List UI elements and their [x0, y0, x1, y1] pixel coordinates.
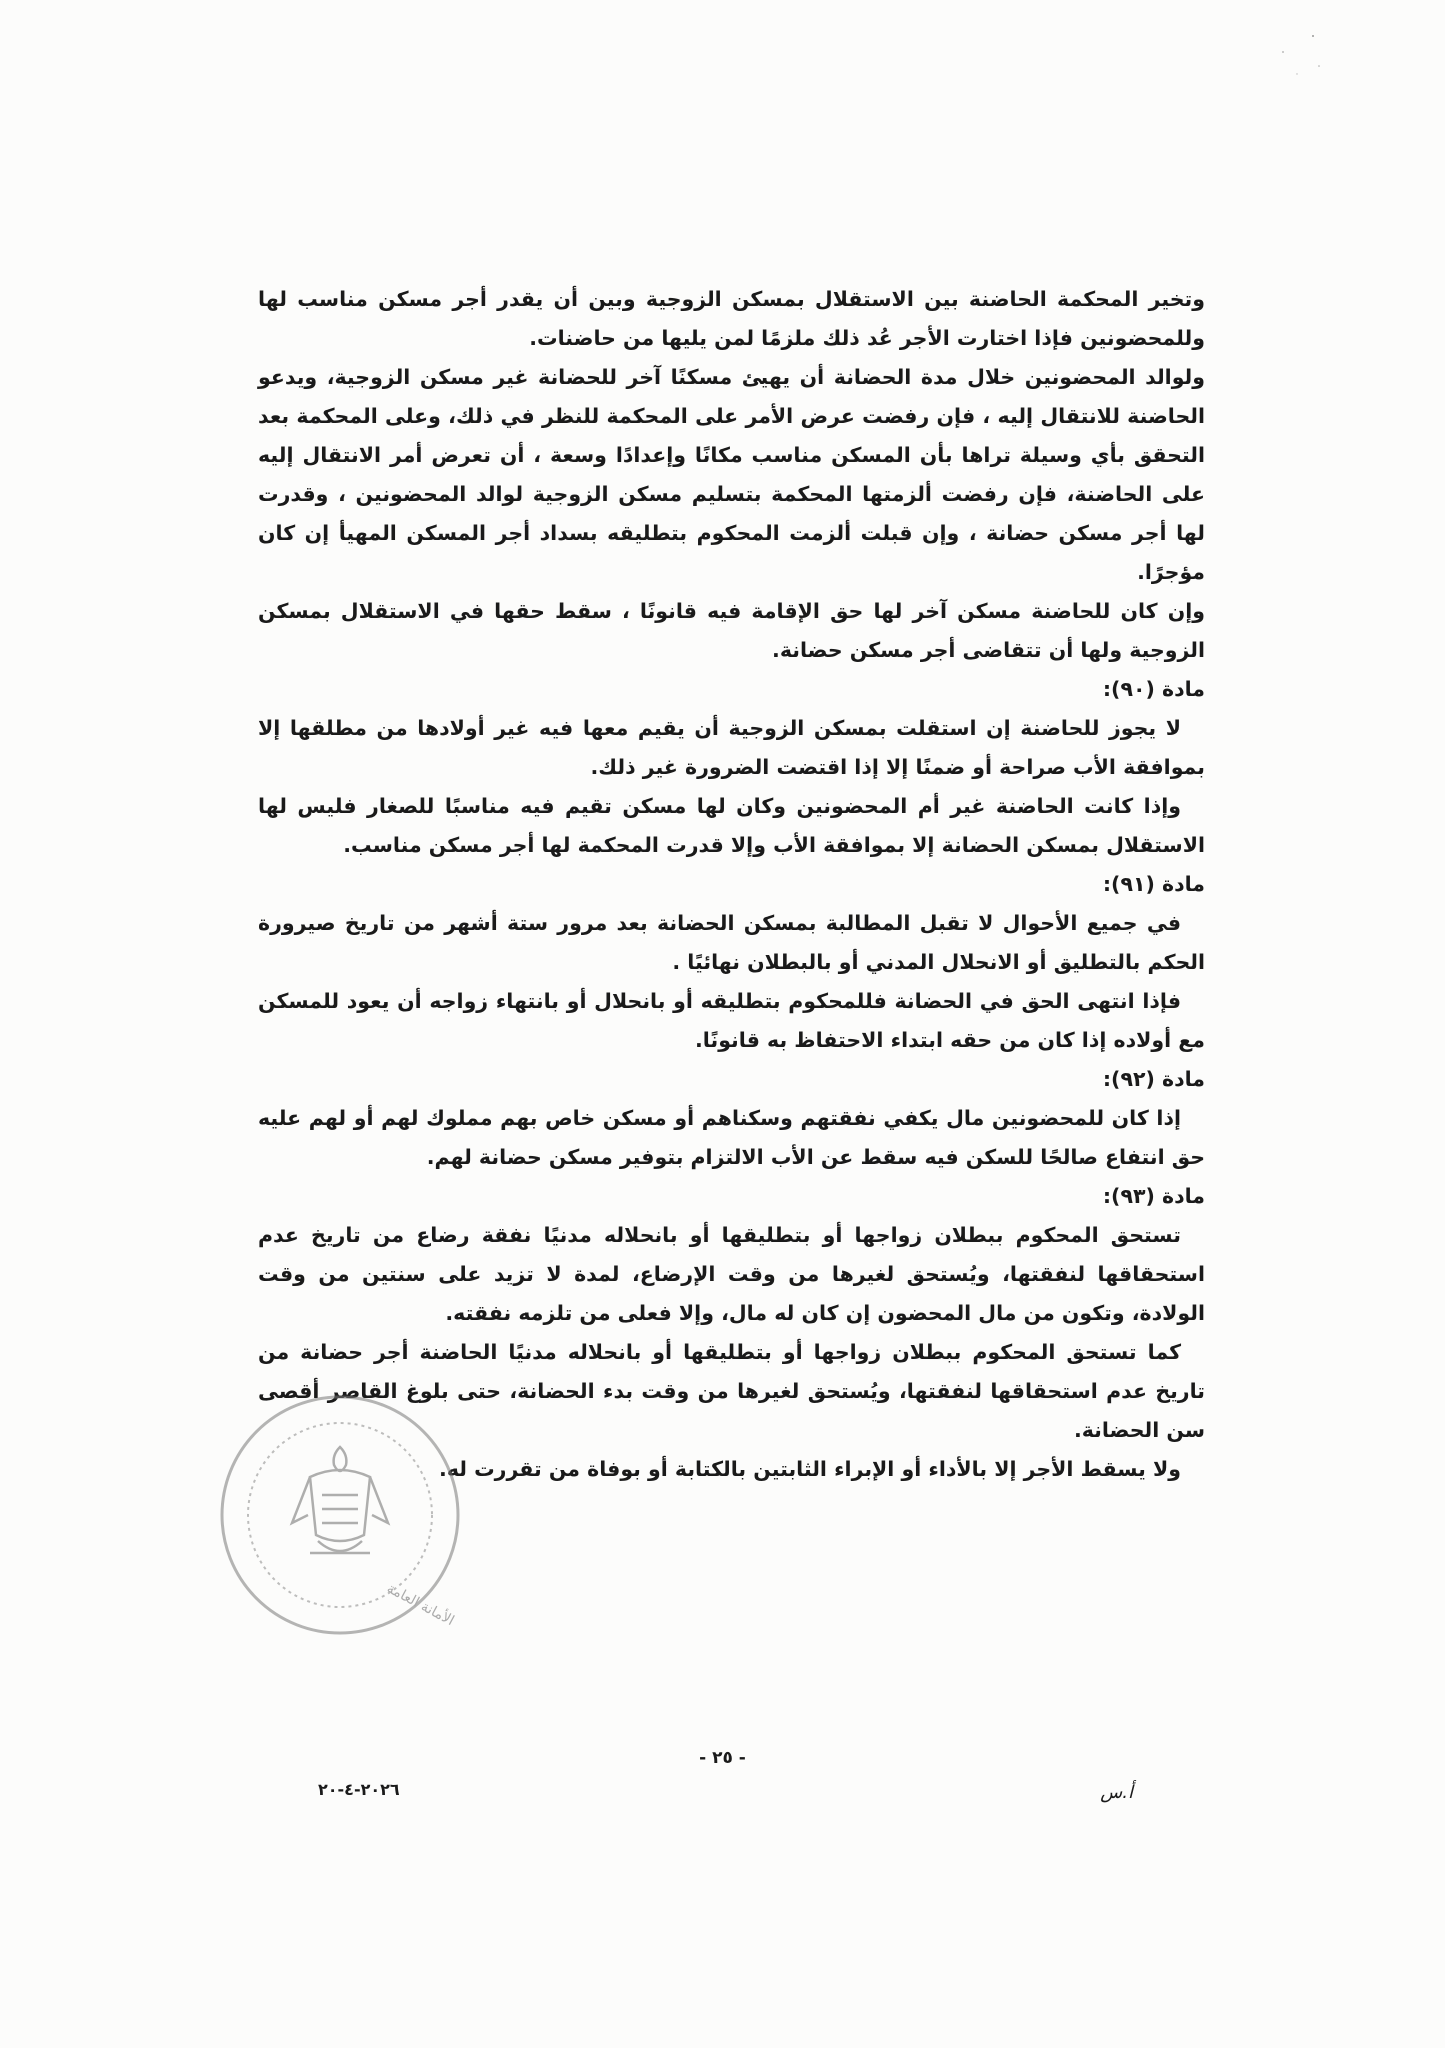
paragraph: وإذا كانت الحاضنة غير أم المحضونين وكان لها مسكن تقيم فيه مناسبًا للصغار فليس لها الاستقلال بمسكن الحضانة إلا بموافقة الأب وإلا قدرت المحكمة لها أجر مسكن مناسب.: [258, 794, 1205, 857]
article-heading: مادة (٩١):: [1102, 872, 1205, 896]
page-number: - ٢٥ -: [699, 1748, 746, 1768]
scan-noise-icon: [1275, 30, 1335, 80]
document-date: ٢٠٢٦-٤-٢٠: [318, 1780, 400, 1799]
official-seal-icon: [210, 1385, 470, 1645]
paragraph: تستحق المحكوم ببطلان زواجها أو بتطليقها أو بانحلاله مدنيًا نفقة رضاع من تاريخ عدم استحقاقها لنفقتها، ويُستحق لغيرها من وقت الإرضاع، لمدة لا تزيد على سنتين من وقت الولادة، وتكون من مال المحضون إن كان له مال، وإلا فعلى من تلزمه نفقته.: [258, 1223, 1205, 1325]
seal-text: الأمانة العامة: [384, 1580, 457, 1630]
scan-specks: [1275, 30, 1335, 80]
paragraph: ولا يسقط الأجر إلا بالأداء أو الإبراء الثابتين بالكتابة أو بوفاة من تقررت له.: [439, 1457, 1181, 1481]
paragraph: كما تستحق المحكوم ببطلان زواجها أو بتطليقها أو بانحلاله مدنيًا الحاضنة أجر حضانة من تاريخ عدم استحقاقها لنفقتها، ويُستحق لغيرها من وقت بدء الحضانة، حتى بلوغ القاصر أقصى سن الحضانة.: [258, 1340, 1205, 1442]
paragraph: إذا كان للمحضونين مال يكفي نفقتهم وسكناهم أو مسكن خاص بهم مملوك لهم أو لهم عليه حق انتفاع صالحًا للسكن فيه سقط عن الأب الالتزام بتوفير مسكن حضانة لهم.: [258, 1106, 1205, 1169]
document-body: [258, 280, 1205, 1489]
article-heading: مادة (٩٠):: [1102, 677, 1205, 701]
paragraph: في جميع الأحوال لا تقبل المطالبة بمسكن الحضانة بعد مرور ستة أشهر من تاريخ صيرورة الحكم بالتطليق أو الانحلال المدني أو بالبطلان نهائيًا .: [258, 911, 1205, 974]
paragraph: وتخير المحكمة الحاضنة بين الاستقلال بمسكن الزوجية وبين أن يقدر أجر مسكن مناسب لها وللمحضونين فإذا اختارت الأجر عُد ذلك ملزمًا لمن يليها من حاضنات.: [258, 287, 1205, 350]
paragraph: ولوالد المحضونين خلال مدة الحضانة أن يهيئ مسكنًا آخر للحضانة غير مسكن الزوجية، ويدعو الحاضنة للانتقال إليه ، فإن رفضت عرض الأمر على المحكمة للنظر في ذلك، وعلى المحكمة بعد التحقق بأي وسيلة تراها بأن المسكن مناسب مكانًا وإعدادًا وسعة ، أن تعرض أمر الانتقال إليه على الحاضنة، فإن رفضت ألزمتها المحكمة بتسليم مسكن الزوجية لوالد المحضونين ، وقدرت لها أجر مسكن حضانة ، وإن قبلت ألزمت المحكوم بتطليقه بسداد أجر المسكن المهيأ إن كان مؤجرًا.: [258, 365, 1205, 584]
article-heading: مادة (٩٢):: [1102, 1067, 1205, 1091]
article-heading: مادة (٩٣):: [1102, 1184, 1205, 1208]
paragraph: لا يجوز للحاضنة إن استقلت بمسكن الزوجية أن يقيم معها فيه غير أولادها من مطلقها إلا بموافقة الأب صراحة أو ضمنًا إلا إذا اقتضت الضرورة غير ذلك.: [258, 716, 1205, 779]
paragraph: فإذا انتهى الحق في الحضانة فللمحكوم بتطليقه أو بانحلال أو بانتهاء زواجه أن يعود للمسكن مع أولاده إذا كان من حقه ابتداء الاحتفاظ به قانونًا.: [258, 989, 1205, 1052]
paragraph: وإن كان للحاضنة مسكن آخر لها حق الإقامة فيه قانونًا ، سقط حقها في الاستقلال بمسكن الزوجية ولها أن تتقاضى أجر مسكن حضانة.: [258, 599, 1205, 662]
typist-initials: أ.س: [1100, 1782, 1133, 1803]
